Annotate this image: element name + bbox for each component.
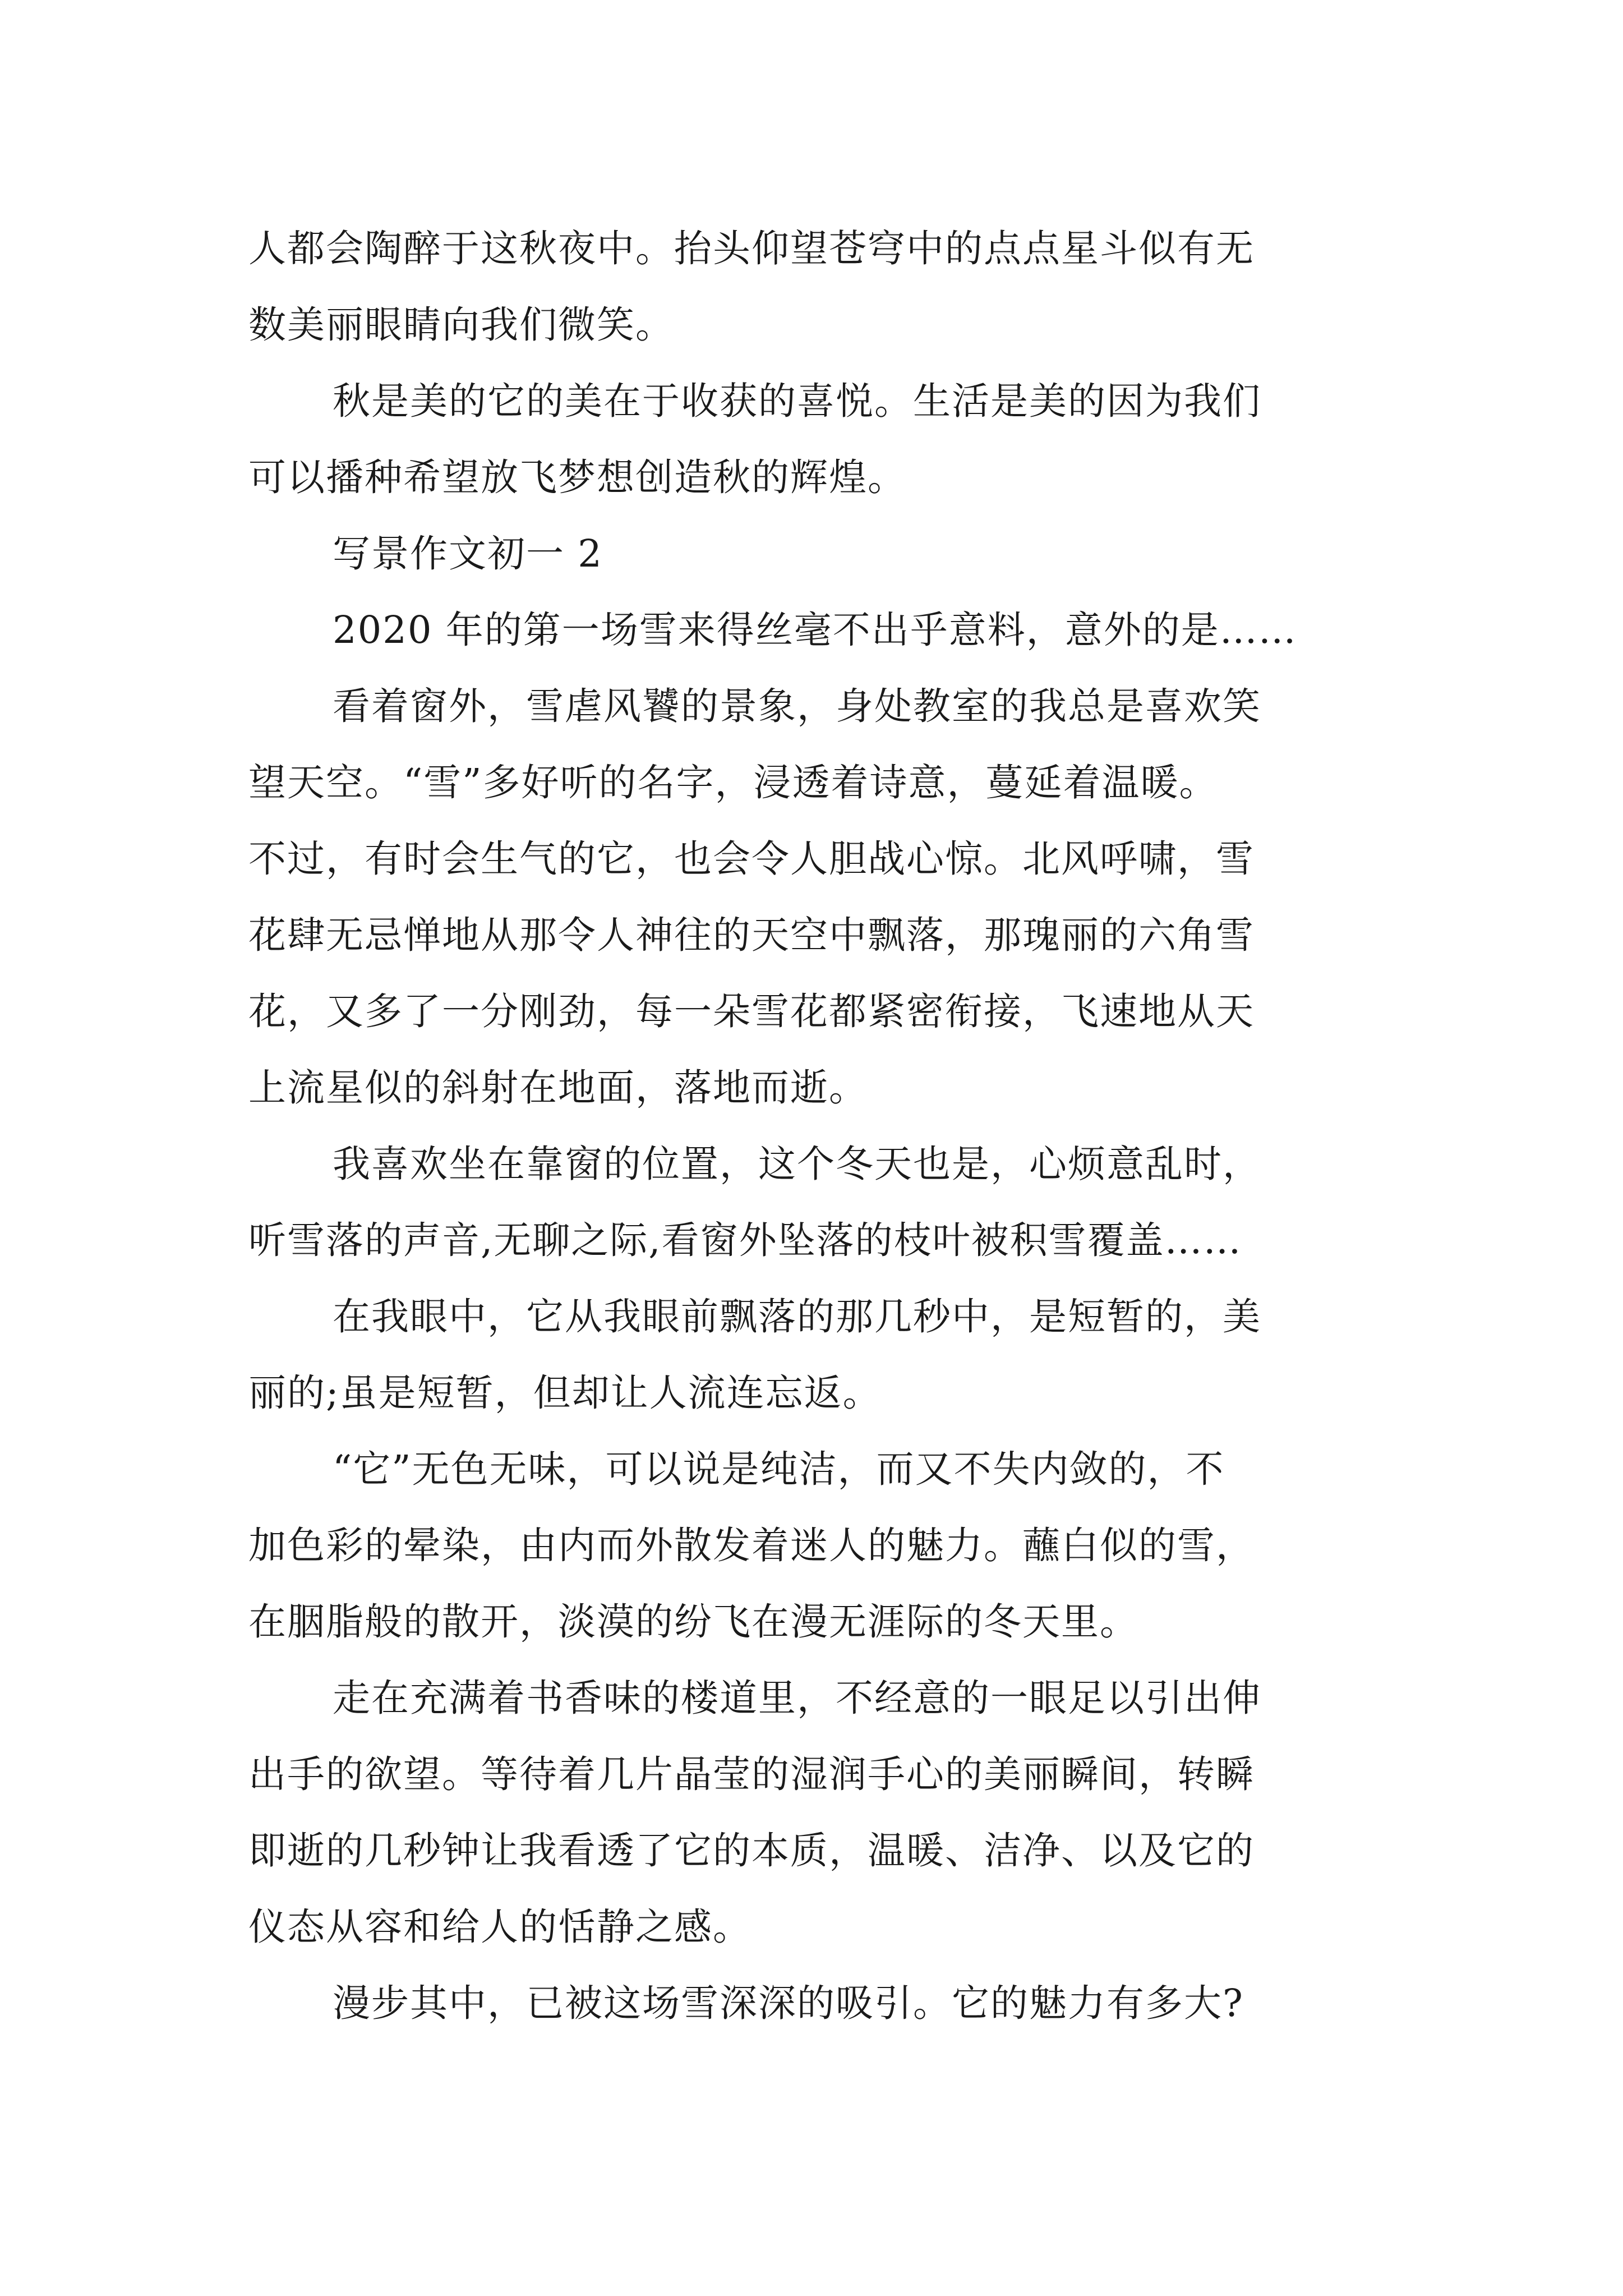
text-line: 花肆无忌惮地从那令人神往的天空中飘落，那瑰丽的六角雪 [248, 913, 1255, 957]
text-line: 我喜欢坐在靠窗的位置，这个冬天也是，心烦意乱时， [333, 1142, 1261, 1186]
text-line: 即逝的几秒钟让我看透了它的本质，温暖、洁净、以及它的 [248, 1829, 1255, 1872]
text-line: 听雪落的声音,无聊之际,看窗外坠落的枝叶被积雪覆盖…… [248, 1218, 1242, 1262]
text-line: 看着窗外，雪虐风饕的景象，身处教室的我总是喜欢笑 [333, 684, 1261, 728]
text-line: 写景作文初一 2 [333, 532, 603, 576]
text-line: 秋是美的它的美在于收获的喜悦。生活是美的因为我们 [333, 379, 1261, 423]
text-line: 走在充满着书香味的楼道里，不经意的一眼足以引出伸 [333, 1676, 1261, 1720]
text-line: 可以播种希望放飞梦想创造秋的辉煌。 [248, 455, 906, 499]
text-line: 上流星似的斜射在地面，落地而逝。 [248, 1066, 868, 1110]
text-line: 数美丽眼睛向我们微笑。 [248, 303, 674, 347]
document-body [248, 210, 1381, 2041]
text-line: 丽的;虽是短暂，但却让人流连忘返。 [248, 1371, 882, 1415]
text-line: “它”无色无味，可以说是纯洁，而又不失内敛的，不 [333, 1447, 1225, 1491]
text-line: 在我眼中，它从我眼前飘落的那几秒中，是短暂的，美 [333, 1295, 1261, 1338]
text-line: 2020 年的第一场雪来得丝毫不出乎意料，意外的是…… [333, 608, 1297, 652]
text-line: 在胭脂般的散开，淡漠的纷飞在漫无涯际的冬天里。 [248, 1600, 1138, 1644]
text-line: 人都会陶醉于这秋夜中。抬头仰望苍穹中的点点星斗似有无 [248, 227, 1255, 270]
text-line: 花，又多了一分刚劲，每一朵雪花都紧密衔接，飞速地从天 [248, 990, 1255, 1033]
text-line: 漫步其中，已被这场雪深深的吸引。它的魅力有多大? [333, 1981, 1244, 2025]
text-line: 仪态从容和给人的恬静之感。 [248, 1905, 751, 1949]
text-line: 加色彩的晕染，由内而外散发着迷人的魅力。蘸白似的雪， [248, 1524, 1255, 1567]
text-line: 不过，有时会生气的它，也会令人胆战心惊。北风呼啸，雪 [248, 837, 1255, 881]
text-line: 望天空。“雪”多好听的名字，浸透着诗意，蔓延着温暖。 [248, 761, 1218, 804]
text-line: 出手的欲望。等待着几片晶莹的湿润手心的美丽瞬间，转瞬 [248, 1752, 1255, 1796]
